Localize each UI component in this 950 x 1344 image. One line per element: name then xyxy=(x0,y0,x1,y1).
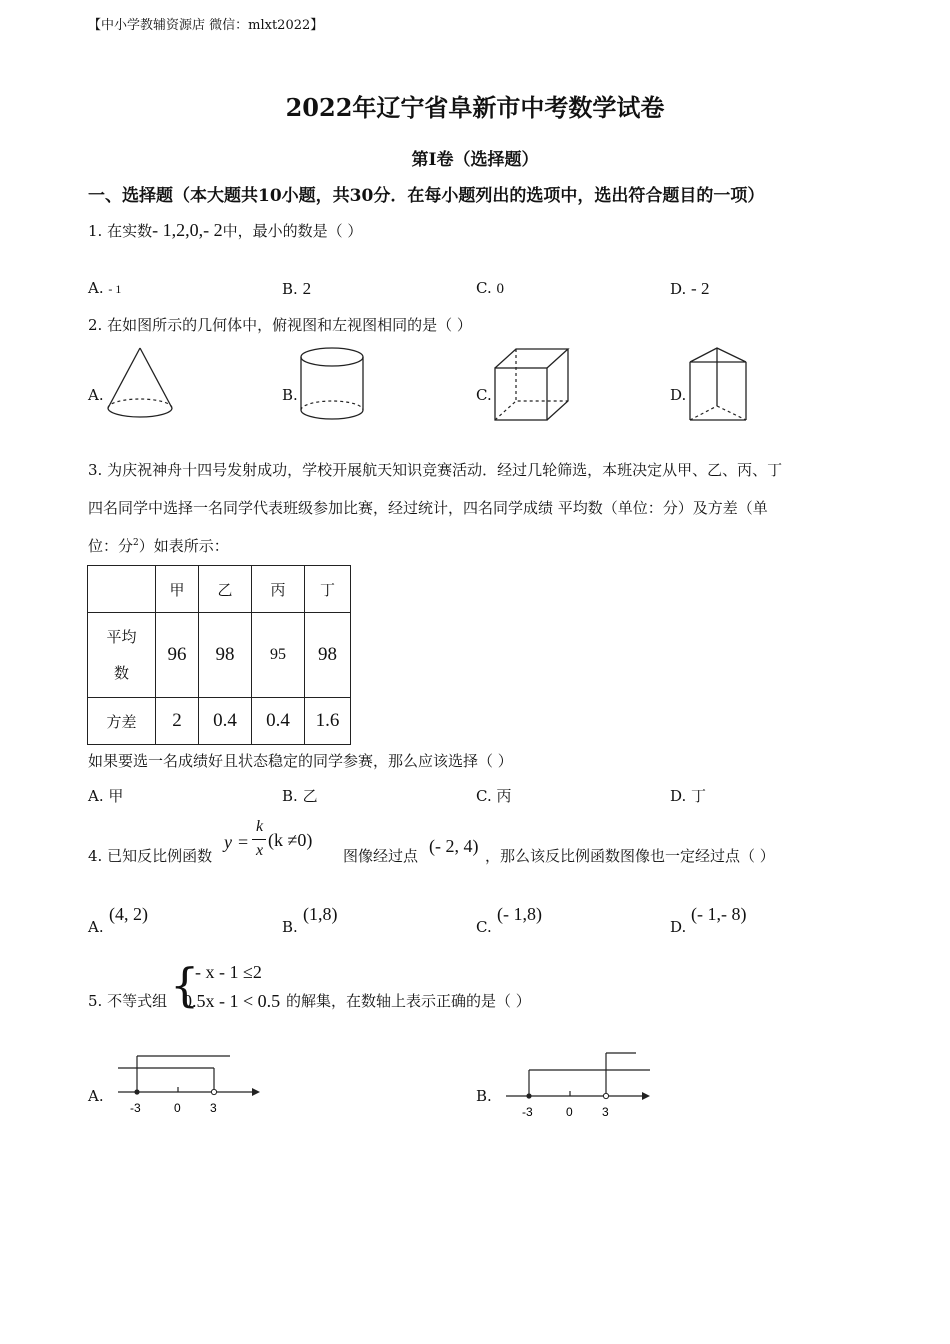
q5-option-a[interactable]: A. xyxy=(88,1087,104,1105)
q1-suffix: 中，最小的数是（ ） xyxy=(222,222,363,240)
q1-option-d[interactable]: D. - 2 xyxy=(670,279,710,298)
q3-option-c[interactable]: C. 丙 xyxy=(476,787,512,805)
table-cell xyxy=(88,566,156,613)
header-watermark: 【中小学教辅资源店 微信：mlxt2022】 xyxy=(88,18,324,33)
q1-option-a[interactable]: A. - 1 xyxy=(88,279,122,297)
table-cell: 98 xyxy=(305,613,351,698)
table-cell: 1.6 xyxy=(305,698,351,745)
tick-label: 0 xyxy=(174,1101,181,1115)
q3-question: 如果要选一名成绩好且状态稳定的同学参赛，那么应该选择（ ） xyxy=(88,752,513,770)
table-cell: 0.4 xyxy=(199,698,252,745)
q4-option-c-value: (- 1,8) xyxy=(497,904,542,924)
score-table xyxy=(87,565,351,745)
q2-option-b[interactable]: B. xyxy=(282,386,298,404)
q2-option-d[interactable]: D. xyxy=(670,386,687,404)
q4-option-d-label[interactable]: D. xyxy=(670,918,687,936)
table-cell: 96 xyxy=(156,613,199,698)
q3-line-2: 四名同学中选择一名同学代表班级参加比赛，经过统计，四名同学成绩 平均数（单位：分）及方差（单 xyxy=(88,499,768,517)
table-cell: 0.4 xyxy=(252,698,305,745)
q5-inequality-2: 0.5x - 1 < 0.5 xyxy=(183,991,281,1011)
q5-suffix: 的解集，在数轴上表示正确的是（ ） xyxy=(286,992,531,1010)
q1-option-c[interactable]: C. 0 xyxy=(476,279,504,297)
table-cell: 98 xyxy=(199,613,252,698)
part-title: 第I卷（选择题） xyxy=(411,150,539,170)
q4-option-b-value: (1,8) xyxy=(303,904,338,924)
cube-icon xyxy=(492,346,572,424)
q3-option-b[interactable]: B. 乙 xyxy=(282,787,318,805)
table-row-mean xyxy=(88,613,351,698)
q3-line-3: 位：分$^2$）如表所示： xyxy=(88,537,229,555)
tick-label: -3 xyxy=(522,1105,533,1119)
q2-option-a[interactable]: A. xyxy=(88,386,104,404)
cone-icon xyxy=(104,344,176,424)
q3-option-d[interactable]: D. 丁 xyxy=(670,787,707,805)
q1-prefix: 1. 在实数 xyxy=(88,222,153,240)
table-cell: 95 xyxy=(252,613,305,698)
brace-icon: { xyxy=(170,958,200,1012)
q4-middle: 图像经过点 xyxy=(343,847,419,865)
q4-option-d-value: (- 1,- 8) xyxy=(691,904,747,924)
row-label-variance: 方差 xyxy=(88,698,156,745)
table-header-cell: 甲 xyxy=(156,566,199,613)
triangular-prism-icon xyxy=(686,344,752,424)
table-header-row xyxy=(88,566,351,613)
q4-option-c-label[interactable]: C. xyxy=(476,918,492,936)
question-2: 2. 在如图所示的几何体中，俯视图和左视图相同的是（ ） xyxy=(88,316,472,334)
tick-label: 0 xyxy=(566,1105,573,1119)
q1-option-b[interactable]: B. 2 xyxy=(282,279,312,298)
table-row-variance xyxy=(88,698,351,745)
q4-option-b-label[interactable]: B. xyxy=(282,918,298,936)
q4-option-a-value: (4, 2) xyxy=(109,904,148,924)
number-line-a xyxy=(110,1050,260,1120)
page-title: 2022年辽宁省阜新市中考数学试卷 xyxy=(285,93,665,122)
number-line-b xyxy=(498,1050,650,1120)
q4-option-a-label[interactable]: A. xyxy=(88,918,104,936)
q4-point: (- 2, 4) xyxy=(429,836,479,856)
q5-inequality-1: - x - 1 ≤2 xyxy=(195,962,262,982)
q3-line-1: 3. 为庆祝神舟十四号发射成功，学校开展航天知识竞赛活动．经过几轮筛选，本班决定从甲、乙、丙、丁 xyxy=(88,461,783,479)
q4-suffix: ，那么该反比例函数图像也一定经过点（ ） xyxy=(485,847,775,865)
tick-label: 3 xyxy=(210,1101,217,1115)
q4-prefix: 4. 已知反比例函数 xyxy=(88,847,213,865)
row-label-mean: 平均 数 xyxy=(88,613,156,698)
table-cell: 2 xyxy=(156,698,199,745)
table-header-cell: 丙 xyxy=(252,566,305,613)
q2-option-c[interactable]: C. xyxy=(476,386,492,404)
question-1 xyxy=(88,220,362,241)
cylinder-icon xyxy=(298,344,368,424)
q5-option-b[interactable]: B. xyxy=(476,1087,492,1105)
section-title: 一、选择题（本大题共10小题，共30分．在每小题列出的选项中，选出符合题目的一项） xyxy=(88,186,765,206)
q3-option-a[interactable]: A. 甲 xyxy=(88,787,124,805)
table-header-cell: 丁 xyxy=(305,566,351,613)
q5-prefix: 5. 不等式组 xyxy=(88,992,168,1010)
tick-label: -3 xyxy=(130,1101,141,1115)
tick-label: 3 xyxy=(602,1105,609,1119)
q1-numbers: - 1,2,0,- 2 xyxy=(152,220,223,240)
table-header-cell: 乙 xyxy=(199,566,252,613)
